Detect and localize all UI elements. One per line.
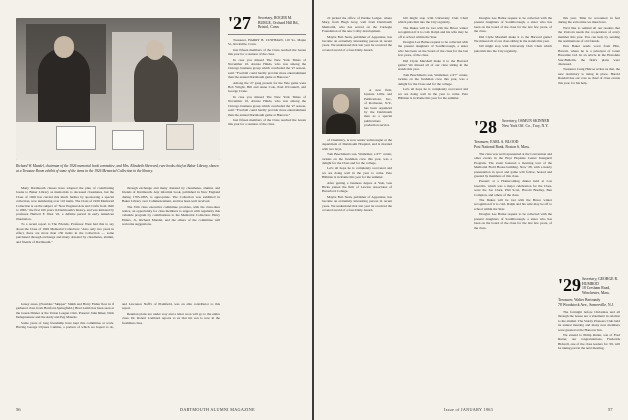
class-secretary-info: Secretary, OSMUN SKINNER New York Off. Co., Troy, N.Y. — [502, 119, 550, 128]
running-footer: Issue of JANUARY 1963 — [444, 407, 494, 412]
right-col-1 — [322, 16, 392, 86]
paragraph: The fortnight before Christmas and all through the house are a statement in relation to the alumni. The Sturdy Pioneers Club held its annual meeting and many new members were greeted at the Hanover Inn. — [558, 310, 620, 332]
paragraph: Treasurer, HARRY B. CUSHMAN, 110 So. Maple St., Rockville, Conn. — [228, 38, 306, 47]
paragraph: After getting a business degree at Yale, Gus Hicks joined the firm of Lawton Associates of Haverford College. — [322, 180, 392, 194]
paragraph: Tom Beechman's son, Waldemar, a 6'7" center, tackles on the freshman crew this year, was a delight for the Class and for the college. — [398, 72, 468, 86]
paragraph: Reunion plans are under way and a letter soon will go to the entire class. Dr. Robert Lombard reports to us that his son is now in the freshman class. — [122, 311, 220, 325]
paragraph: Jersey areas. (Notables "Skipper" Smith and Harry Fisher flew in if gathered class from Hartford-Springfield.) Brad Lamb has been seen at the Green Dinner at the Union League Club. Present: John Riker, Dick Delagruenzee and the Andy and Peg Mauzés. — [16, 302, 114, 320]
paragraph: Tom Beechman's son, Waldemar, a 6'7" center, tackles on the freshman crew this year, was a delight for the Class and for the college. — [322, 152, 392, 166]
right-col-1c — [322, 138, 392, 398]
paragraph: The Dukes will be lost with the Bruce winter recognition if it is cold. Ralph and his wife may be off to school within the Year. — [474, 198, 552, 211]
paragraph: bill might stop with University Club Chair which puts him into the City regularly. — [398, 16, 468, 25]
paragraph: Douglas Lee Balise request to be collected with the present daughters of Southborough, a sister who has been on the board of the class for the last few years, of the class. — [474, 212, 552, 230]
portrait-photo — [322, 88, 360, 134]
page-number: 57 — [608, 407, 613, 412]
right-col-3-top — [474, 16, 552, 116]
running-footer: DARTMOUTH ALUMNI MAGAZINE — [180, 407, 255, 412]
paragraph: Treasurer Cruig Hulcoe writes us that, the new dormitory is rising in place. Harold Randall has our vote as chief of class events this year, for his help. — [558, 67, 620, 85]
paragraph: this year. Time be recounted in feel during the extra time we must have. — [558, 16, 620, 25]
paragraph: We'd like to remind all our readers that the Unicorn needs the cooperation of every member this year. You can help by sending the nominations of old friends. — [558, 25, 620, 44]
paragraph: Let's all hope he is completely recovered and we are doing well in the year to come. Pete Hillman is in Rome this year for the summer. — [322, 166, 392, 180]
paragraph: Many Dartmouth classes have adopted the plan of contributing books to Baker Library as memorials to deceased classmates, but the Class of 1926 has carried this much further by sponsoring a special collection, now numbering over 110 items. The Class of 1926 Memorial Collection is on the subject of "New England Arts and Crafts from 1620 to 1865," the first 100 years in Dartmouth's history, and was initiated by professor Herbert F. West '22, a definite period in early American illustration. — [16, 186, 114, 221]
right-col-4 — [558, 16, 620, 274]
paragraph: To a recent report to The Friends, Professor West had this to say about the Class of 1926 Memorial Collection: "Also only two years in effect, there are more than 150 items in the Collection — some purchased through exchange and many donated by classmates, alumni, and friends of Dartmouth." — [16, 222, 114, 244]
paragraph: Douglas Lee Balise request to be collected with the present daughters of Southborough, a sister who has been on the board of the class for the last few years, of the class. — [474, 16, 552, 34]
divider — [228, 34, 306, 35]
photo-caption: Richard W. Mandel, chairman of the 1926 memorial book committee, and Mrs. Elizabeth Sherrard, rare books chief at Baker Library, shown at a Treasure Room exhibit of some of the items in the 1926 Memorial Collection in the library. — [16, 164, 219, 173]
paragraph: Douglas Lee Balise request to be collected with the present daughters of Southborough, a sister who has been on the board of the class for the last few years, of the class. — [398, 40, 468, 58]
paragraph: Just fifteen members of the Class reached the Green this year for a reunion of the class. — [228, 117, 306, 127]
paragraph: A new firm, Upstate Lillie and Publications, Inc., of Rochester, N.Y., has been organized by the Dartmouth men as a special publications production service. — [364, 88, 392, 128]
paragraph: Present: at a Homecoming dinner held at Lou Guerin's, which was a major celebration for the Class, were the Joe Clark, Phil Scott, Harold Bradley, Ben Compton, and others of the class. — [474, 179, 552, 197]
paragraph: The Dukes will be lost with the Bruce winter recognition if it is cold. Ralph and his wife may be off to school within the Year. — [398, 25, 468, 39]
right-col-4-bottom — [558, 310, 620, 398]
class-year-heading: '28 — [474, 117, 498, 137]
class-secretary-info — [258, 16, 306, 30]
class-secretary-info: Secretary, GEORGE R. HUMROD 18 Cresham Road, Winchester, Mass. — [582, 277, 618, 295]
right-col-1b — [364, 88, 392, 134]
memorial-collection-photo — [16, 18, 220, 160]
paragraph: through exchange and many donated by classmates, alumni, and friends of Dartmouth. Any informal book, published in New England during 1765-1865, is appropriate. The Collection was exhibited in Baker Library over Commencement, and has been well received. — [122, 186, 220, 204]
paragraph: Did Clyde Marshall make it to the Harvard game? We missed all of our class sitting in the stands this year. — [474, 34, 552, 44]
class-treasurer-info: Treasurer, Walter Bertrandy 78 Woodstock Ave., Somerville, N.J. — [558, 298, 614, 307]
paragraph: We extend to Philip Rutter, son of Fred Rutter, our congratulations. Frederick Bidwell, one of the class leaders for '29, will be taking part in the next meeting. — [558, 333, 620, 351]
paragraph: Just fifteen members of the Class reached the Green this year for a reunion of the class. — [228, 47, 306, 57]
page-number: 56 — [16, 407, 21, 412]
paragraph: Maybe Bob Stein, publisher of Apparatus, has become an extremely interesting person in recent years. We understand that last year he received the coveted award of a four-Daily Award. — [322, 194, 392, 213]
paragraph: of Chemistry, is now senior technologist at the department of Dartmouth Hospital, and is married with two boys. — [322, 138, 392, 151]
paragraph: Don Baker sends word from Hilo, Hawaii, where he is a principal of Grant Hawaiian Ltd. In an article in the Honolulu Star-Bulletin, the firm's plans were discussed. — [558, 44, 620, 67]
paragraph: Maybe Bob Stein, publisher of Apparatus, has become an extremely interesting person in recent years. We understand that last year he received the coveted award of a four-Daily Award. — [322, 34, 392, 52]
left-col-3 — [16, 302, 220, 398]
right-col-3 — [474, 152, 552, 398]
paragraph: The class was well represented at the Convention and other events in the Hoyt Hopkins Center Inaugural Program. The event featured a morning tour of the Memorial Field House building. Now '28, with a hearty presentation in sport and game will follow, hosted and greeted by members of this class. — [474, 152, 552, 179]
paragraph: Let's all hope he is completely recovered and we are doing well in the year to come. Pete Hillman is in Rome this year for the summer. — [398, 87, 468, 100]
class-treasurer-info: Treasurer, EARL A. BLOOD Post National Bank, Boston 6, Mass. — [474, 140, 530, 149]
paragraph: In case you missed The New York Times of November 10, Alonzo Hinds, who was among the Chicago business group which concluded the '27 season, said: "Football could hardly provide more entertainment than the annual Dartmouth game at Hanover." — [228, 57, 306, 80]
class-year-heading: '27 — [228, 13, 252, 33]
left-page — [0, 0, 312, 420]
paragraph: cil picked the office of Purdue Ledger, where Mary, from Hugh Gray, well from Dartmouth Memorial, who has served on the Carnegie Foundation of the new Colby development. — [322, 16, 392, 34]
class-year-heading: '29 — [558, 275, 582, 295]
paragraph: The 35th class executive committee provides, with the class-dues notice, an opportunity for class members to support with regularity this valuable program by contributions to the Memorial Collection. Harry Ehlers, Jr., Richard Mandel, and the others of the committee will welcome suggestions. — [122, 204, 220, 227]
paragraph: In case you missed The New York Times of November 10, Alonzo Hinds, who was among the Chicago business group which concluded the '27 season, said: "Football could hardly provide more entertainment than the annual Dartmouth game at Hanover." — [228, 94, 306, 117]
paragraph: Did Clyde Marshall make it to the Harvard game? We missed all of our class sitting in the stands this year. — [398, 58, 468, 72]
paragraph: Among the '27 gang present for the Yale game were Bob Wright, Bill and Anne Cole, Paul O'Connell, and George Crane. — [228, 80, 306, 94]
right-col-2 — [398, 16, 468, 398]
paragraph: bill might stop with University Club Chair which puts him into the City regularly. — [474, 44, 552, 53]
right-page — [314, 0, 628, 420]
paragraph: Some years of long friendship have kept this committee at work. Having George Ulysses Cumins, a portion of which we hoped to do, and Lawrence Neff's of Plainfield, was an able contributor to this report. — [16, 302, 220, 330]
left-col-4 — [228, 38, 306, 398]
secretary-label: Secretary, ROGER M. BURGE, Orchard Hill Rd., Bristol, Conn. — [258, 16, 300, 30]
